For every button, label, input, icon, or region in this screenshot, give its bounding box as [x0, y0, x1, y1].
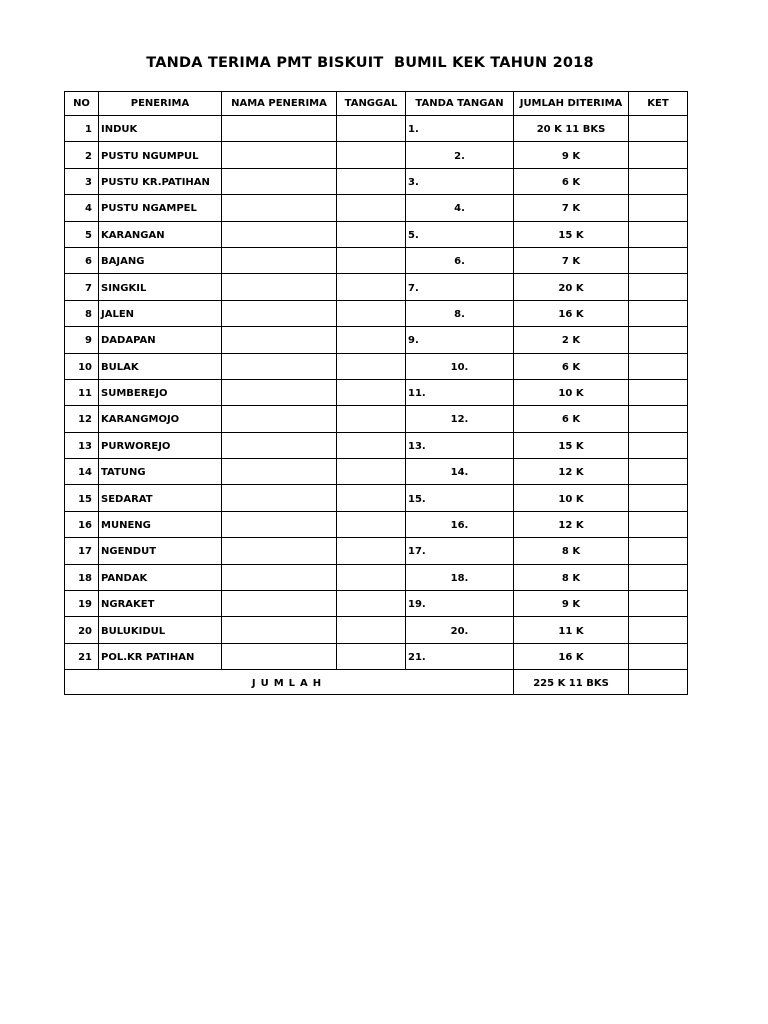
row-tanda-tangan: 6. [406, 247, 514, 273]
total-label: JUMLAH [65, 670, 514, 695]
total-row [65, 670, 688, 695]
row-no: 16 [65, 511, 99, 537]
row-jumlah-diterima: 10 K [514, 379, 629, 405]
row-tanggal [337, 221, 406, 247]
row-nama-penerima [222, 221, 337, 247]
row-tanggal [337, 327, 406, 353]
table-row [65, 247, 688, 273]
row-tanda-tangan: 20. [406, 617, 514, 643]
row-tanggal [337, 300, 406, 326]
row-ket [629, 116, 688, 142]
row-tanggal [337, 432, 406, 458]
row-tanda-tangan: 4. [406, 195, 514, 221]
row-no: 1 [65, 116, 99, 142]
row-nama-penerima [222, 511, 337, 537]
header-jumlah-diterima: JUMLAH DITERIMA [514, 92, 629, 116]
row-penerima: TATUNG [99, 459, 222, 485]
row-tanda-tangan: 1. [406, 116, 514, 142]
row-penerima: NGENDUT [99, 538, 222, 564]
row-ket [629, 168, 688, 194]
row-tanda-tangan: 16. [406, 511, 514, 537]
row-jumlah-diterima: 8 K [514, 538, 629, 564]
row-jumlah-diterima: 6 K [514, 168, 629, 194]
row-tanggal [337, 142, 406, 168]
table-row [65, 142, 688, 168]
total-ket-cell [629, 670, 688, 695]
row-nama-penerima [222, 300, 337, 326]
row-ket [629, 195, 688, 221]
row-no: 18 [65, 564, 99, 590]
table-row [65, 432, 688, 458]
table-row [65, 511, 688, 537]
row-nama-penerima [222, 353, 337, 379]
table-row [65, 221, 688, 247]
row-tanda-tangan: 19. [406, 591, 514, 617]
row-penerima: POL.KR PATIHAN [99, 643, 222, 669]
row-tanda-tangan: 13. [406, 432, 514, 458]
row-penerima: BULAK [99, 353, 222, 379]
header-ket: KET [629, 92, 688, 116]
row-tanda-tangan: 21. [406, 643, 514, 669]
row-jumlah-diterima: 12 K [514, 459, 629, 485]
total-value: 225 K 11 BKS [514, 670, 629, 695]
header-tanggal: TANGGAL [337, 92, 406, 116]
row-jumlah-diterima: 8 K [514, 564, 629, 590]
row-nama-penerima [222, 168, 337, 194]
row-jumlah-diterima: 10 K [514, 485, 629, 511]
row-tanda-tangan: 11. [406, 379, 514, 405]
table-row [65, 459, 688, 485]
row-penerima: INDUK [99, 116, 222, 142]
row-tanggal [337, 353, 406, 379]
row-no: 21 [65, 643, 99, 669]
row-penerima: PURWOREJO [99, 432, 222, 458]
row-penerima: PANDAK [99, 564, 222, 590]
row-nama-penerima [222, 327, 337, 353]
row-tanggal [337, 617, 406, 643]
row-nama-penerima [222, 459, 337, 485]
row-nama-penerima [222, 591, 337, 617]
header-penerima: PENERIMA [99, 92, 222, 116]
row-penerima: SUMBEREJO [99, 379, 222, 405]
row-jumlah-diterima: 15 K [514, 432, 629, 458]
row-tanda-tangan: 18. [406, 564, 514, 590]
table-row [65, 485, 688, 511]
document-title: TANDA TERIMA PMT BISKUIT BUMIL KEK TAHUN 2018 [146, 55, 594, 71]
row-tanda-tangan: 10. [406, 353, 514, 379]
row-nama-penerima [222, 432, 337, 458]
row-no: 7 [65, 274, 99, 300]
row-jumlah-diterima: 9 K [514, 591, 629, 617]
table-row [65, 300, 688, 326]
row-tanggal [337, 511, 406, 537]
row-tanda-tangan: 15. [406, 485, 514, 511]
row-tanda-tangan: 9. [406, 327, 514, 353]
row-no: 10 [65, 353, 99, 379]
row-no: 8 [65, 300, 99, 326]
row-ket [629, 142, 688, 168]
row-nama-penerima [222, 195, 337, 221]
table-row [65, 538, 688, 564]
row-penerima: MUNENG [99, 511, 222, 537]
row-no: 2 [65, 142, 99, 168]
table-header [65, 92, 688, 116]
row-tanggal [337, 195, 406, 221]
row-ket [629, 617, 688, 643]
table-row [65, 195, 688, 221]
row-tanggal [337, 485, 406, 511]
row-ket [629, 327, 688, 353]
receipt-table [64, 91, 688, 695]
table-row [65, 406, 688, 432]
row-no: 15 [65, 485, 99, 511]
row-tanggal [337, 274, 406, 300]
row-nama-penerima [222, 643, 337, 669]
row-tanggal [337, 564, 406, 590]
row-nama-penerima [222, 116, 337, 142]
row-penerima: SINGKIL [99, 274, 222, 300]
row-jumlah-diterima: 7 K [514, 247, 629, 273]
row-jumlah-diterima: 6 K [514, 353, 629, 379]
row-ket [629, 379, 688, 405]
row-no: 6 [65, 247, 99, 273]
row-ket [629, 406, 688, 432]
table-row [65, 353, 688, 379]
row-ket [629, 564, 688, 590]
row-tanda-tangan: 17. [406, 538, 514, 564]
row-nama-penerima [222, 564, 337, 590]
row-tanggal [337, 379, 406, 405]
row-ket [629, 353, 688, 379]
row-penerima: JALEN [99, 300, 222, 326]
row-nama-penerima [222, 617, 337, 643]
header-tanda-tangan: TANDA TANGAN [406, 92, 514, 116]
row-nama-penerima [222, 247, 337, 273]
row-jumlah-diterima: 2 K [514, 327, 629, 353]
row-nama-penerima [222, 379, 337, 405]
row-no: 9 [65, 327, 99, 353]
row-penerima: KARANGMOJO [99, 406, 222, 432]
row-ket [629, 221, 688, 247]
row-no: 14 [65, 459, 99, 485]
row-penerima: PUSTU NGUMPUL [99, 142, 222, 168]
row-nama-penerima [222, 485, 337, 511]
row-no: 13 [65, 432, 99, 458]
row-nama-penerima [222, 274, 337, 300]
row-nama-penerima [222, 406, 337, 432]
row-tanggal [337, 406, 406, 432]
row-tanggal [337, 538, 406, 564]
row-ket [629, 432, 688, 458]
table-row [65, 327, 688, 353]
table-row [65, 168, 688, 194]
row-jumlah-diterima: 16 K [514, 300, 629, 326]
row-tanda-tangan: 8. [406, 300, 514, 326]
row-jumlah-diterima: 12 K [514, 511, 629, 537]
row-jumlah-diterima: 6 K [514, 406, 629, 432]
row-jumlah-diterima: 15 K [514, 221, 629, 247]
header-no: NO [65, 92, 99, 116]
row-penerima: DADAPAN [99, 327, 222, 353]
table-row [65, 379, 688, 405]
row-ket [629, 591, 688, 617]
row-ket [629, 459, 688, 485]
table-body [65, 116, 688, 695]
row-tanggal [337, 591, 406, 617]
table-row [65, 274, 688, 300]
row-tanda-tangan: 14. [406, 459, 514, 485]
header-nama-penerima: NAMA PENERIMA [222, 92, 337, 116]
row-tanda-tangan: 2. [406, 142, 514, 168]
row-jumlah-diterima: 7 K [514, 195, 629, 221]
row-no: 11 [65, 379, 99, 405]
row-tanggal [337, 247, 406, 273]
row-tanda-tangan: 12. [406, 406, 514, 432]
row-penerima: BAJANG [99, 247, 222, 273]
row-ket [629, 643, 688, 669]
row-jumlah-diterima: 16 K [514, 643, 629, 669]
row-tanda-tangan: 3. [406, 168, 514, 194]
row-ket [629, 538, 688, 564]
row-penerima: SEDARAT [99, 485, 222, 511]
row-penerima: PUSTU NGAMPEL [99, 195, 222, 221]
row-tanda-tangan: 5. [406, 221, 514, 247]
table-row [65, 116, 688, 142]
row-tanggal [337, 643, 406, 669]
row-tanggal [337, 116, 406, 142]
row-penerima: BULUKIDUL [99, 617, 222, 643]
row-tanda-tangan: 7. [406, 274, 514, 300]
row-jumlah-diterima: 20 K 11 BKS [514, 116, 629, 142]
row-jumlah-diterima: 20 K [514, 274, 629, 300]
row-no: 12 [65, 406, 99, 432]
row-no: 20 [65, 617, 99, 643]
row-ket [629, 485, 688, 511]
row-penerima: KARANGAN [99, 221, 222, 247]
table-row [65, 564, 688, 590]
row-no: 5 [65, 221, 99, 247]
row-jumlah-diterima: 9 K [514, 142, 629, 168]
table-row [65, 617, 688, 643]
row-no: 17 [65, 538, 99, 564]
row-no: 4 [65, 195, 99, 221]
row-penerima: PUSTU KR.PATIHAN [99, 168, 222, 194]
row-tanggal [337, 168, 406, 194]
row-nama-penerima [222, 142, 337, 168]
row-no: 19 [65, 591, 99, 617]
row-ket [629, 300, 688, 326]
row-jumlah-diterima: 11 K [514, 617, 629, 643]
row-ket [629, 511, 688, 537]
row-ket [629, 274, 688, 300]
header-row [65, 92, 688, 116]
row-penerima: NGRAKET [99, 591, 222, 617]
row-ket [629, 247, 688, 273]
table-row [65, 643, 688, 669]
row-no: 3 [65, 168, 99, 194]
table-row [65, 591, 688, 617]
row-tanggal [337, 459, 406, 485]
row-nama-penerima [222, 538, 337, 564]
